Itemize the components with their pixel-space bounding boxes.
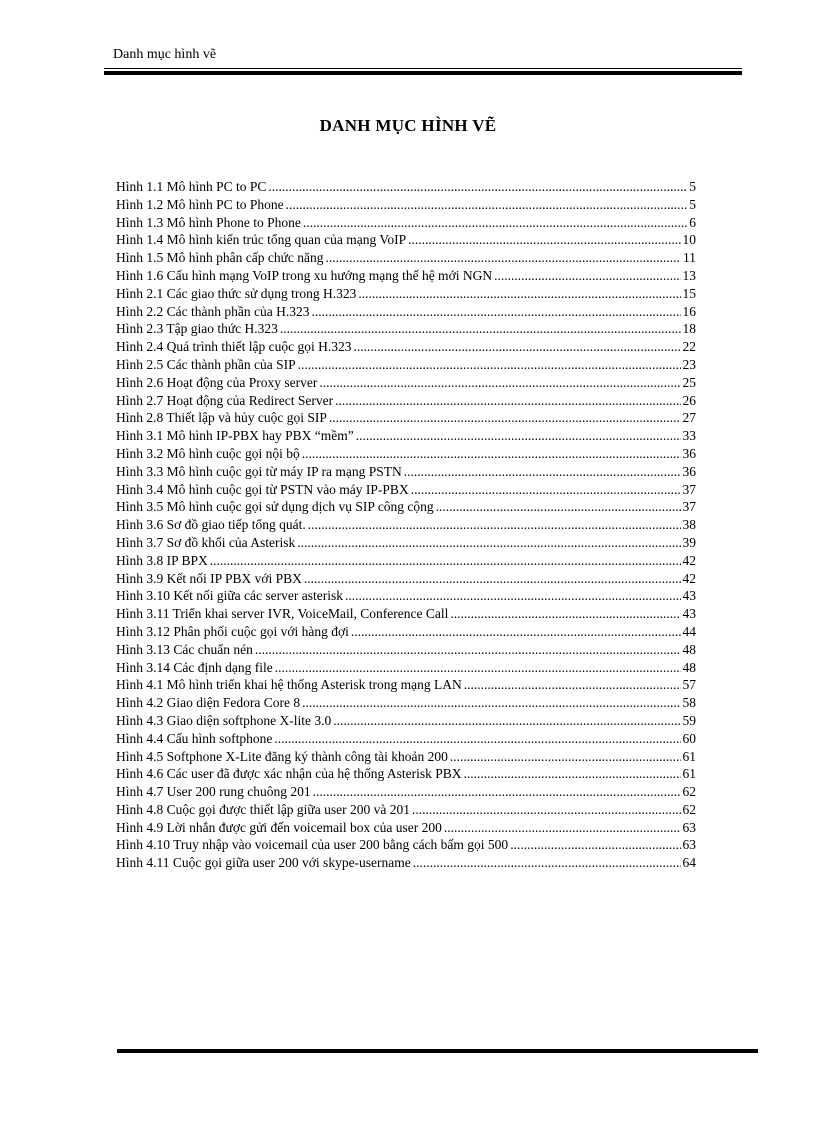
figure-entry[interactable] [116,517,696,535]
figure-entry-page: 18 [682,321,696,337]
dot-leader [298,357,681,373]
figure-entry-label: Hình 3.2 Mô hình cuộc gọi nội bộ [116,445,300,461]
figure-entry[interactable] [116,179,696,197]
figure-entry[interactable] [116,482,696,500]
figure-entry-label: Hình 3.4 Mô hình cuộc gọi từ PSTN vào máy IP-PBX [116,481,409,497]
figure-entry-page: 61 [682,766,696,782]
dot-leader [450,749,681,765]
figure-entry-page: 58 [682,695,696,711]
dot-leader [311,304,680,320]
dot-leader [302,446,681,462]
figure-entry-label: Hình 1.1 Mô hình PC to PC [116,179,267,194]
figure-entry-label: Hình 4.6 Các user đã được xác nhận của hệ thống Asterisk PBX [116,766,462,782]
dot-leader [404,464,681,480]
figure-entry-label: Hình 4.7 User 200 rung chuông 201 [116,784,311,800]
figure-entry-page: 25 [682,374,696,390]
figure-entry[interactable] [116,286,696,304]
figure-entry-page: 38 [682,517,696,533]
figure-entry-page: 22 [682,339,696,355]
figure-entry[interactable] [116,677,696,695]
figure-entry-page: 62 [682,784,696,800]
figure-entry[interactable] [116,375,696,393]
figure-entry-page: 33 [682,428,696,444]
dot-leader [411,482,681,498]
dot-leader [308,517,681,533]
figure-entry-label: Hình 2.1 Các giao thức sử dụng trong H.323 [116,285,357,301]
figure-entry-page: 5 [689,179,696,194]
figure-entry-label: Hình 3.3 Mô hình cuộc gọi từ máy IP ra mạng PSTN [116,463,402,479]
figure-entry[interactable] [116,606,696,624]
dot-leader [274,731,680,747]
dot-leader [329,410,681,426]
figure-entry-label: Hình 1.2 Mô hình PC to Phone [116,196,284,212]
figure-entry-label: Hình 3.11 Triển khai server IVR, VoiceMail, Conference Call [116,606,449,622]
figure-entry[interactable] [116,499,696,517]
figure-entry-page: 43 [682,588,696,604]
figure-entry[interactable] [116,713,696,731]
figure-entry-page: 37 [682,499,696,515]
figure-entry[interactable] [116,837,696,855]
figure-entry-label: Hình 3.7 Sơ đồ khối của Asterisk [116,534,296,550]
figure-entry-page: 62 [682,801,696,817]
figure-entry[interactable] [116,820,696,838]
figure-entry-label: Hình 4.11 Cuộc gọi giữa user 200 với skype-username [116,855,411,871]
figure-entry-page: 57 [682,677,696,693]
figure-entry[interactable] [116,393,696,411]
page-header-title: Danh mục hình vẽ [113,47,217,62]
figure-entry-page: 6 [689,214,696,230]
figure-entry-page: 36 [682,445,696,461]
figure-entry[interactable] [116,268,696,286]
figure-entry-label: Hình 2.7 Hoạt động của Redirect Server [116,392,334,408]
figure-entry-label: Hình 4.2 Giao diện Fedora Core 8 [116,695,301,711]
figure-entry[interactable] [116,624,696,642]
dot-leader [303,215,687,231]
figure-entry-page: 27 [682,410,696,426]
figure-entry-page: 39 [682,534,696,550]
figure-entry-label: Hình 1.6 Cấu hình mạng VoIP trong xu hướng mạng thế hệ mới NGN [116,267,493,283]
figure-entry-page: 16 [682,303,696,319]
figure-entry-page: 42 [682,570,696,586]
figure-entry-page: 43 [682,606,696,622]
figure-entry-label: Hình 4.3 Giao diện softphone X-lite 3.0 [116,712,332,728]
figure-entry-page: 60 [682,730,696,746]
figure-entry[interactable] [116,695,696,713]
figure-entry[interactable] [116,410,696,428]
figure-entry[interactable] [116,250,696,268]
header-rule-thick [104,71,742,75]
figure-entry[interactable] [116,553,696,571]
dot-leader [319,375,680,391]
figure-entry-page: 44 [682,623,696,639]
figure-entry[interactable] [116,802,696,820]
figure-entry[interactable] [116,588,696,606]
figure-entry[interactable] [116,749,696,767]
figure-entry-label: Hình 3.9 Kết nối IP PBX với PBX [116,570,302,586]
figure-entry-label: Hình 1.4 Mô hình kiến trúc tổng quan của mạng VoIP [116,232,407,248]
dot-leader [275,660,681,676]
figure-entry-page: 37 [682,481,696,497]
dot-leader [450,606,680,622]
figure-entry[interactable] [116,731,696,749]
page-title: DANH MỤC HÌNH VẼ [319,116,497,135]
dot-leader [436,499,681,515]
figure-entry[interactable] [116,197,696,215]
figure-entry-page: 15 [682,285,696,301]
figure-entry[interactable] [116,571,696,589]
figure-entry-page: 23 [682,356,696,372]
figure-entry-label: Hình 4.9 Lời nhắn được gửi đến voicemail box của user 200 [116,819,442,835]
dot-leader [268,179,687,195]
figure-entry-label: Hình 2.2 Các thành phần của H.323 [116,303,310,319]
dot-leader [333,713,680,729]
figure-entry-label: Hình 4.10 Truy nhập vào voicemail của user 200 bằng cách bấm gọi 500 [116,837,509,853]
figure-entry-label: Hình 2.3 Tập giao thức H.323 [116,321,278,337]
dot-leader [280,321,681,337]
figure-entry-label: Hình 3.6 Sơ đồ giao tiếp tổng quát. [116,517,306,533]
figure-entry-label: Hình 3.1 Mô hình IP-PBX hay PBX “mềm” [116,428,354,444]
figure-entry-page: 10 [682,232,696,248]
figure-entry[interactable] [116,321,696,339]
figure-entry-page: 48 [682,659,696,675]
dot-leader [444,820,681,836]
dot-leader [302,695,680,711]
dot-leader [326,250,681,266]
figure-entry[interactable] [116,232,696,250]
figure-entry-label: Hình 1.5 Mô hình phân cấp chức năng [116,250,324,266]
figure-entry-page: 63 [682,819,696,835]
figure-entry-label: Hình 3.8 IP BPX [116,552,208,568]
dot-leader [351,624,681,640]
figure-entry-page: 42 [682,552,696,568]
figure-entry-label: Hình 2.4 Quá trình thiết lập cuộc gọi H.323 [116,339,352,355]
figure-entry-label: Hình 2.6 Hoạt động của Proxy server [116,374,318,390]
figure-entry[interactable] [116,357,696,375]
figure-entry[interactable] [116,535,696,553]
figure-entry-page: 63 [682,837,696,853]
dot-leader [353,339,680,355]
figure-entry-label: Hình 1.3 Mô hình Phone to Phone [116,214,301,230]
dot-leader [408,232,680,248]
dot-leader [412,802,681,818]
figure-entry-page: 48 [682,641,696,657]
figure-entry-page: 64 [682,855,696,871]
dot-leader [510,837,680,853]
figure-entry-label: Hình 2.5 Các thành phần của SIP [116,356,296,372]
figure-entry[interactable] [116,339,696,357]
figure-entry-label: Hình 3.10 Kết nối giữa các server asterisk [116,588,343,604]
dot-leader [210,553,681,569]
dot-leader [494,268,680,284]
figure-entry-page: 36 [682,463,696,479]
figure-entry[interactable] [116,304,696,322]
figure-entry[interactable] [116,784,696,802]
figure-entry[interactable] [116,766,696,784]
dot-leader [356,428,681,444]
dot-leader [286,197,688,213]
figure-entry[interactable] [116,660,696,678]
figure-entry[interactable] [116,855,696,873]
dot-leader [335,393,680,409]
dot-leader [464,766,681,782]
header-rule-thin [104,68,742,69]
dot-leader [297,535,680,551]
dot-leader [413,855,681,871]
figure-entry[interactable] [116,642,696,660]
figure-entry-label: Hình 3.12 Phân phối cuộc gọi với hàng đợi [116,623,349,639]
dot-leader [358,286,680,302]
figure-entry-label: Hình 4.5 Softphone X-Lite đăng ký thành công tài khoản 200 [116,748,448,764]
figure-entry-page: 26 [682,392,696,408]
figure-entry-page: 5 [689,196,696,212]
figure-entry-label: Hình 4.1 Mô hình triển khai hệ thống Asterisk trong mạng LAN [116,677,462,693]
figure-entry-page: 59 [682,712,696,728]
figure-entry-page: 11 [683,250,696,266]
figure-entry-page: 61 [682,748,696,764]
figure-entry-label: Hình 4.8 Cuộc gọi được thiết lập giữa user 200 và 201 [116,801,410,817]
figure-entry[interactable] [116,464,696,482]
figure-entry-label: Hình 3.13 Các chuẩn nén [116,641,253,657]
footer-rule [117,1049,758,1053]
figure-entry[interactable] [116,428,696,446]
dot-leader [255,642,681,658]
figure-entry-page: 13 [682,267,696,283]
dot-leader [313,784,681,800]
figure-entry-label: Hình 3.14 Các định dạng file [116,659,273,675]
figure-entry-label: Hình 2.8 Thiết lập và hủy cuộc gọi SIP [116,410,327,426]
figure-list [116,179,696,873]
dot-leader [464,677,681,693]
figure-entry-label: Hình 3.5 Mô hình cuộc gọi sử dụng dịch vụ SIP công cộng [116,499,434,515]
dot-leader [304,571,681,587]
figure-entry-label: Hình 4.4 Cấu hình softphone [116,730,273,746]
figure-entry[interactable] [116,446,696,464]
figure-entry[interactable] [116,215,696,233]
dot-leader [345,588,681,604]
